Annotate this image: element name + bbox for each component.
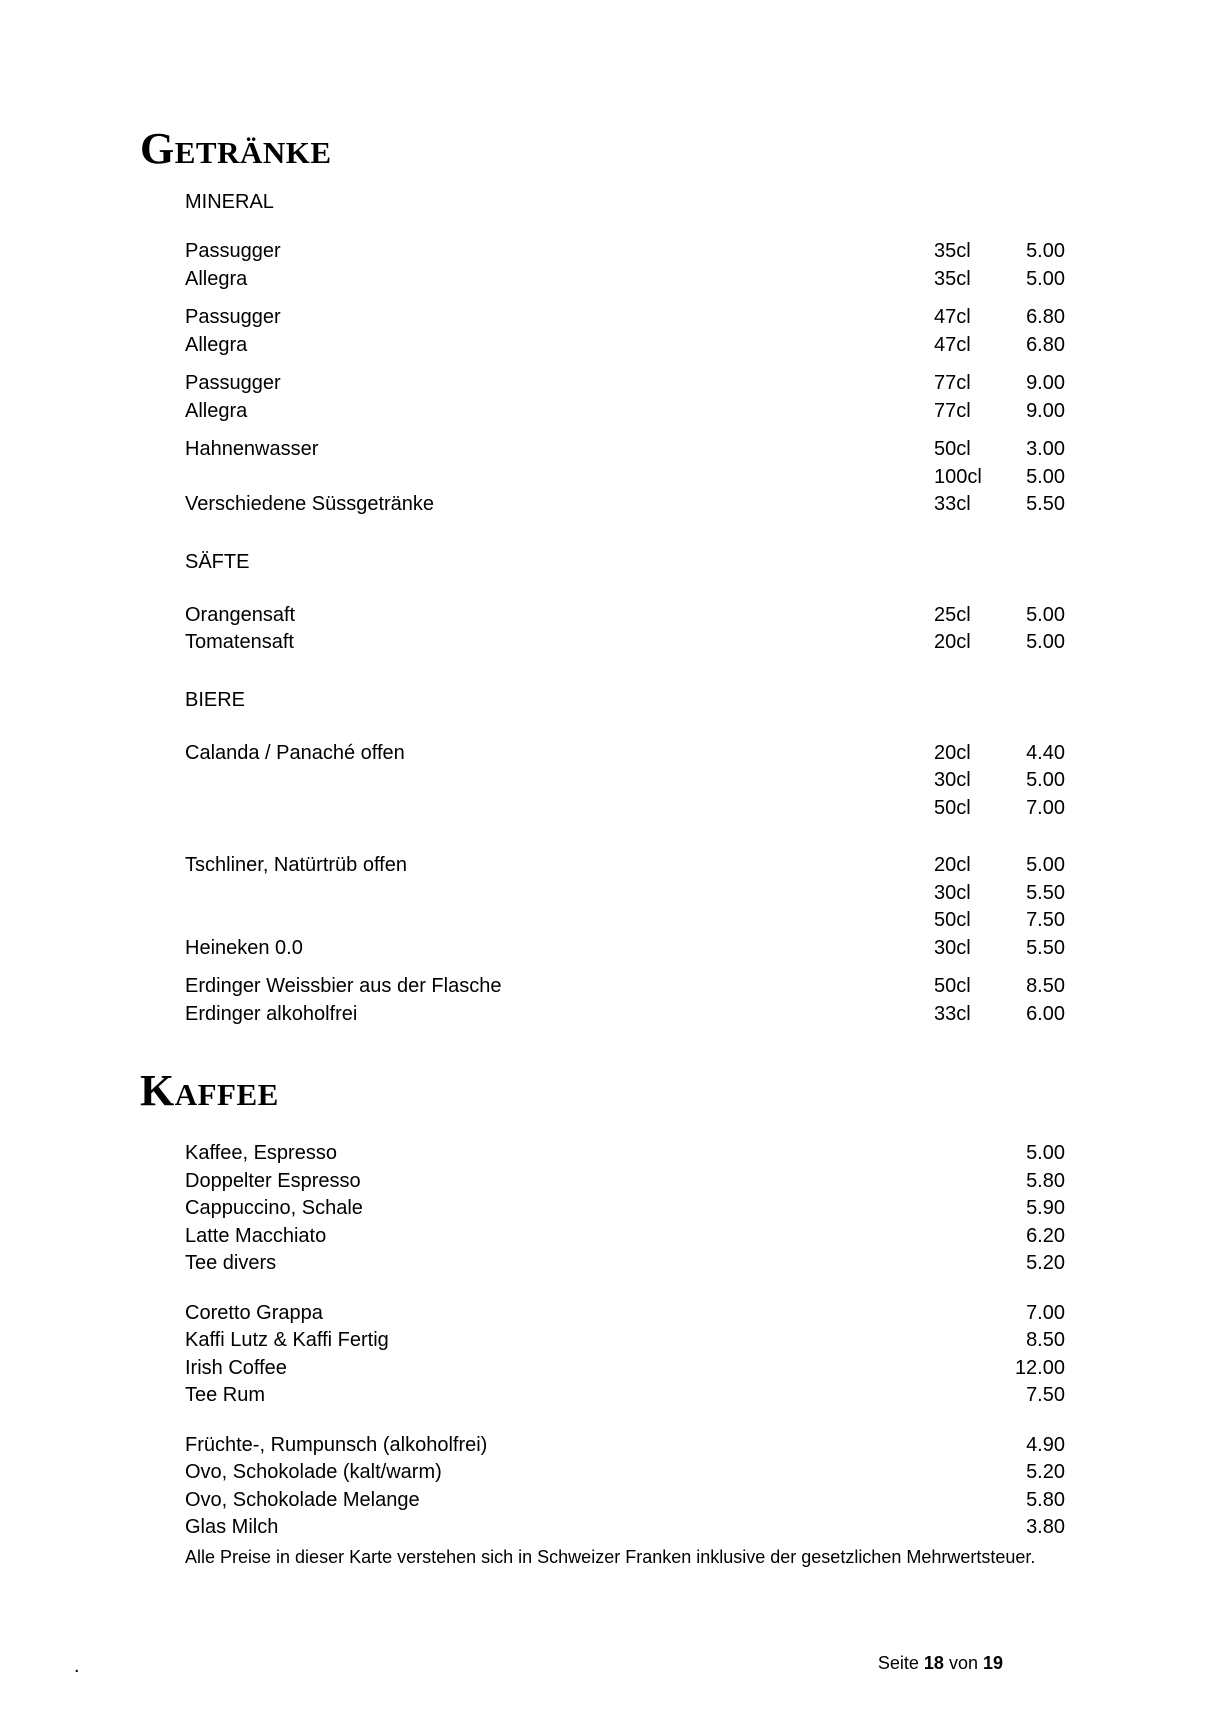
item-name: Orangensaft (185, 603, 296, 626)
item-price: 7.00 (1026, 796, 1065, 819)
menu-row (140, 1001, 1065, 1029)
item-name: Latte Macchiato (185, 1224, 327, 1247)
footer-label-of: von (948, 1653, 978, 1673)
menu-row (140, 740, 1065, 768)
item-price: 5.80 (1026, 1488, 1065, 1511)
menu-group (140, 1432, 1065, 1542)
item-size: 50cl (934, 909, 971, 931)
item-price: 6.00 (1026, 1002, 1065, 1025)
menu-group (140, 973, 1065, 1028)
item-price: 5.20 (1026, 1252, 1065, 1274)
item-price: 5.00 (1026, 267, 1065, 290)
item-size: 30cl (934, 769, 971, 791)
item-size: 77cl (934, 372, 971, 394)
item-name: Kaffi Lutz & Kaffi Fertig (185, 1329, 389, 1351)
item-size: 20cl (934, 741, 971, 764)
item-size: 35cl (934, 267, 971, 290)
item-name: Heineken 0.0 (185, 936, 303, 959)
item-size: 33cl (934, 1002, 971, 1025)
item-name: Coretto Grappa (185, 1301, 323, 1324)
menu-group (140, 436, 1065, 519)
menu-group (140, 852, 1065, 962)
menu-row (140, 852, 1065, 880)
item-name: Tomatensaft (185, 631, 294, 653)
section-heading-getraenke: Getränke (140, 124, 332, 173)
menu-row (140, 1432, 1065, 1460)
item-size (934, 1223, 1000, 1251)
item-name (140, 464, 934, 492)
item-size (934, 1382, 1000, 1410)
menu-row (140, 1459, 1065, 1487)
menu-row (140, 1195, 1065, 1223)
item-price: 5.50 (1026, 493, 1065, 515)
item-price: 3.80 (1026, 1516, 1065, 1538)
item-name: Passugger (185, 372, 281, 394)
item-name: Hahnenwasser (185, 438, 319, 460)
menu-row (140, 304, 1065, 332)
menu-row (140, 973, 1065, 1001)
menu-group (140, 740, 1065, 823)
menu-row (140, 1250, 1065, 1278)
item-price: 5.00 (1026, 769, 1065, 791)
item-size: 50cl (934, 796, 971, 819)
item-size (934, 1327, 1000, 1355)
item-name (140, 907, 934, 935)
item-price: 5.20 (1026, 1461, 1065, 1483)
item-size: 100cl (934, 465, 982, 488)
menu-row (140, 464, 1065, 492)
item-name: Passugger (185, 240, 281, 262)
item-name: Tschliner, Natürtrüb offen (185, 854, 407, 876)
menu-group (140, 1140, 1065, 1278)
item-price: 7.50 (1026, 909, 1065, 931)
item-price: 5.00 (1026, 603, 1065, 626)
menu-group (140, 238, 1065, 293)
item-name: Cappuccino, Schale (185, 1197, 363, 1219)
menu-row (140, 491, 1065, 519)
menu-row (140, 266, 1065, 294)
item-name: Passugger (185, 306, 281, 328)
page-footer (878, 1652, 1003, 1674)
item-size: 20cl (934, 854, 971, 876)
menu-row (140, 602, 1065, 630)
item-name: Kaffee, Espresso (185, 1142, 337, 1164)
menu-content (140, 126, 1065, 1570)
menu-row (140, 767, 1065, 795)
subsection-header-biere: BIERE (185, 688, 246, 711)
item-price: 5.00 (1026, 631, 1065, 653)
menu-row (140, 398, 1065, 426)
item-price: 7.50 (1026, 1384, 1065, 1406)
footer-page-total: 19 (982, 1653, 1003, 1673)
item-size: 33cl (934, 493, 971, 515)
menu-row (140, 1514, 1065, 1542)
menu-row (140, 1382, 1065, 1410)
item-price: 6.80 (1026, 306, 1065, 328)
subsection-header-mineral: MINERAL (185, 191, 274, 213)
item-size (934, 1459, 1000, 1487)
item-name: Allegra (185, 333, 248, 356)
item-name: Tee Rum (185, 1384, 266, 1406)
item-price: 6.80 (1026, 333, 1065, 356)
item-price: 5.50 (1026, 881, 1065, 904)
item-size (934, 1168, 1000, 1196)
price-footnote: Alle Preise in dieser Karte verstehen sich in Schweizer Franken inklusive der gesetzlichen Mehrwertsteuer. (185, 1546, 1036, 1567)
item-name: Erdinger Weissbier aus der Flasche (185, 975, 502, 997)
menu-row (140, 629, 1065, 657)
menu-row (140, 1300, 1065, 1328)
item-price: 5.00 (1026, 465, 1065, 488)
item-price: 4.40 (1026, 741, 1065, 764)
item-price: 5.00 (1026, 240, 1065, 262)
item-size: 50cl (934, 975, 971, 997)
item-price: 5.50 (1026, 936, 1065, 959)
footer-page-number: 18 (923, 1653, 944, 1673)
menu-group (140, 304, 1065, 359)
item-name: Allegra (185, 399, 248, 422)
menu-row (140, 436, 1065, 464)
item-name: Verschiedene Süssgetränke (185, 493, 435, 515)
item-size: 25cl (934, 603, 971, 626)
item-price: 6.20 (1026, 1224, 1065, 1247)
item-size (934, 1140, 1000, 1168)
item-name: Erdinger alkoholfrei (185, 1002, 358, 1025)
menu-group (140, 1300, 1065, 1410)
item-name: Calanda / Panaché offen (185, 741, 405, 764)
item-size: 47cl (934, 306, 971, 328)
menu-row (140, 935, 1065, 963)
item-price: 4.90 (1026, 1433, 1065, 1456)
item-name (140, 795, 934, 823)
item-size: 20cl (934, 631, 971, 653)
item-price: 9.00 (1026, 399, 1065, 422)
item-price: 8.50 (1026, 1329, 1065, 1351)
item-size: 30cl (934, 936, 971, 959)
item-size (934, 1487, 1000, 1515)
item-price: 9.00 (1026, 372, 1065, 394)
menu-row (140, 907, 1065, 935)
item-size (934, 1514, 1000, 1542)
menu-row (140, 880, 1065, 908)
item-size: 50cl (934, 438, 971, 460)
item-size (934, 1300, 1000, 1328)
item-size: 30cl (934, 881, 971, 904)
item-size: 47cl (934, 333, 971, 356)
menu-row (140, 370, 1065, 398)
item-price: 12.00 (1014, 1356, 1065, 1379)
item-size (934, 1355, 1000, 1383)
menu-group (140, 370, 1065, 425)
item-price: 8.50 (1026, 975, 1065, 997)
menu-row (140, 1355, 1065, 1383)
item-size (934, 1195, 1000, 1223)
item-size (934, 1432, 1000, 1460)
item-name (140, 880, 934, 908)
section-heading-kaffee: Kaffee (140, 1066, 279, 1115)
item-price: 5.90 (1026, 1197, 1065, 1219)
item-name: Ovo, Schokolade (kalt/warm) (185, 1461, 442, 1483)
item-price: 5.80 (1026, 1169, 1065, 1192)
menu-row (140, 332, 1065, 360)
menu-row (140, 1140, 1065, 1168)
menu-row (140, 1223, 1065, 1251)
menu-group (140, 602, 1065, 657)
menu-row (140, 1487, 1065, 1515)
menu-row (140, 795, 1065, 823)
subsection-header-saefte: SÄFTE (185, 550, 250, 573)
item-price: 7.00 (1026, 1301, 1065, 1324)
item-size (934, 1250, 1000, 1278)
item-name: Allegra (185, 267, 248, 290)
item-price: 5.00 (1026, 854, 1065, 876)
item-name: Doppelter Espresso (185, 1169, 361, 1192)
item-name: Tee divers (185, 1252, 277, 1274)
item-name: Ovo, Schokolade Melange (185, 1488, 420, 1511)
footer-label-page: Seite (877, 1653, 919, 1673)
menu-row (140, 1327, 1065, 1355)
item-name: Irish Coffee (185, 1356, 287, 1379)
menu-row (140, 238, 1065, 266)
item-name (140, 767, 934, 795)
item-name: Glas Milch (185, 1516, 279, 1538)
menu-row (140, 1168, 1065, 1196)
item-size: 77cl (934, 399, 971, 422)
item-price: 3.00 (1026, 438, 1065, 460)
item-price: 5.00 (1026, 1142, 1065, 1164)
item-name: Früchte-, Rumpunsch (alkoholfrei) (185, 1433, 488, 1456)
stray-dot-mark: . (74, 1655, 80, 1677)
item-size: 35cl (934, 240, 971, 262)
